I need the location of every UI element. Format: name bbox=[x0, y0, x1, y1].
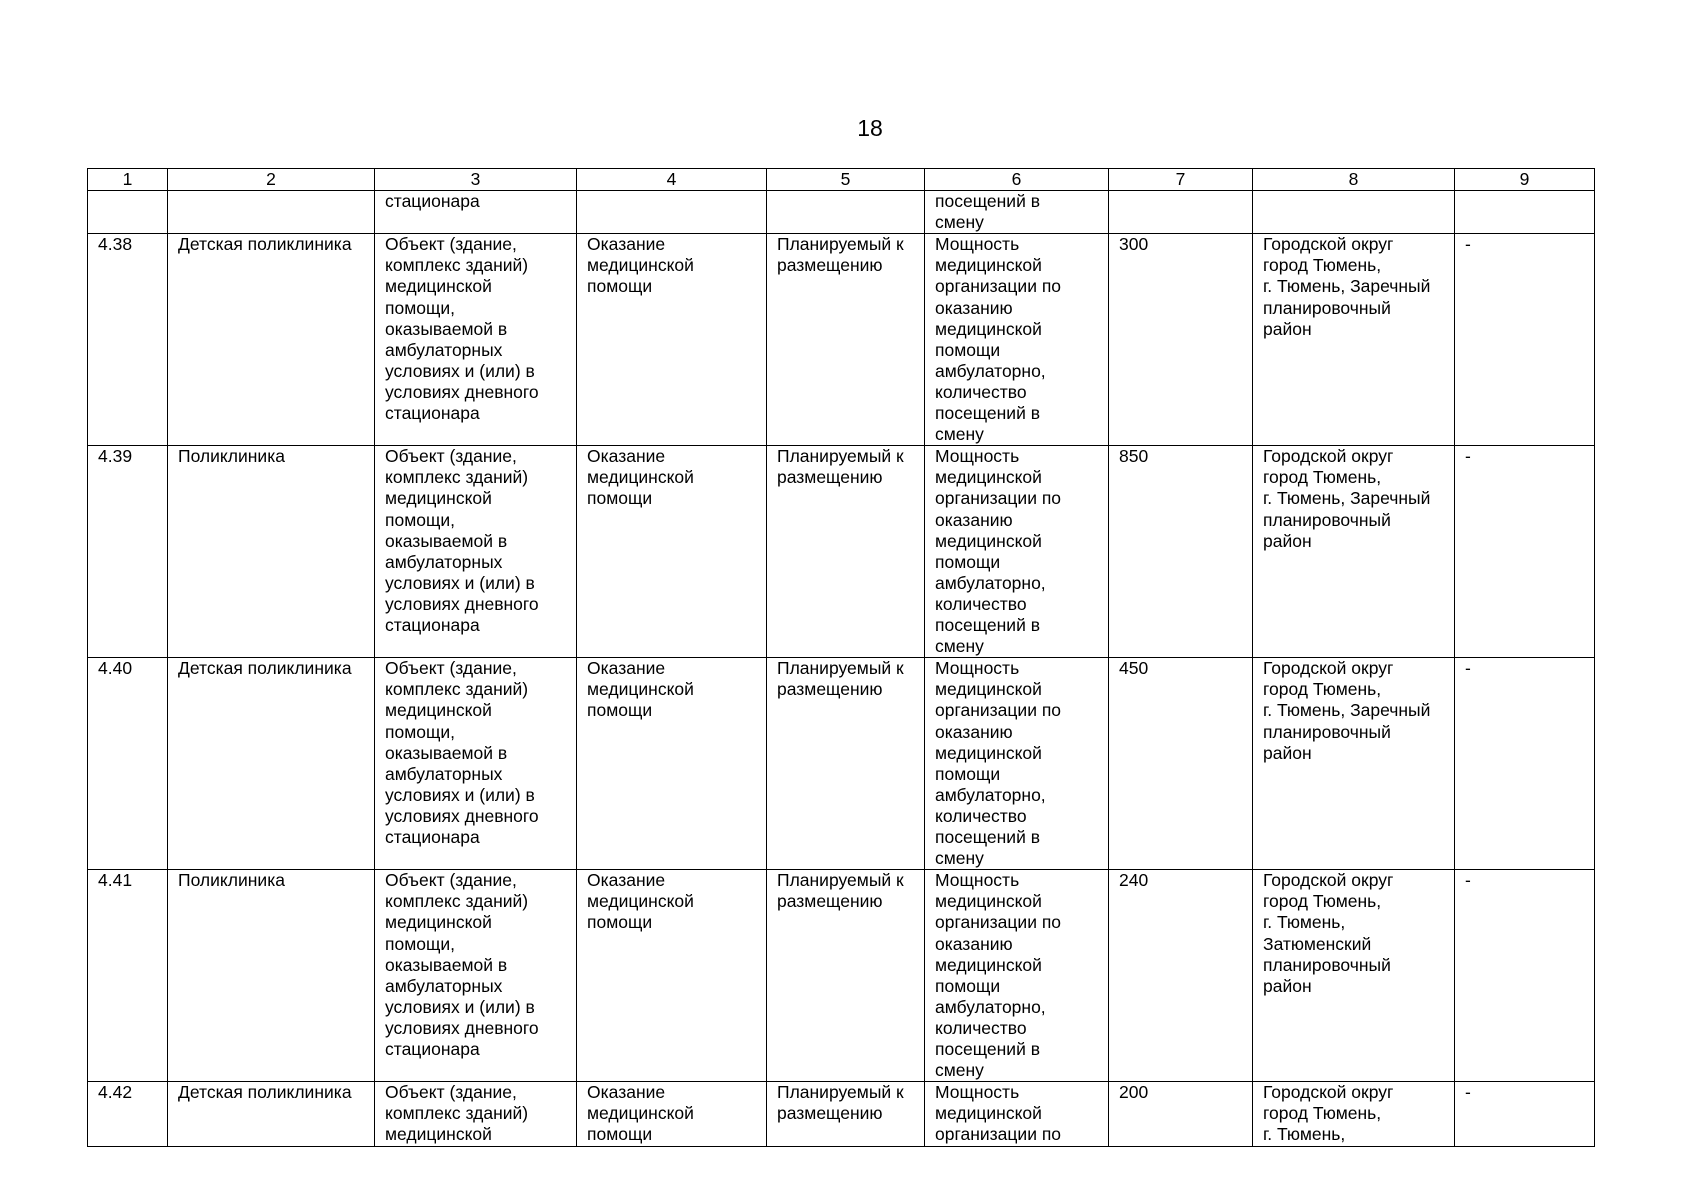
table-cell-num bbox=[88, 658, 168, 870]
table-row bbox=[88, 658, 1595, 870]
header-cell: 5 bbox=[767, 169, 925, 191]
header-cell: 2 bbox=[168, 169, 375, 191]
header-cell: 8 bbox=[1253, 169, 1455, 191]
table-cell-purpose bbox=[577, 234, 767, 446]
cell-text: Городской округ город Тюмень, г. Тюмень, Затюменский планировочный район bbox=[1263, 870, 1394, 996]
cell-text: Планируемый к размещению bbox=[777, 1082, 904, 1124]
table-cell-characteristic bbox=[925, 870, 1109, 1082]
cell-text: Планируемый к размещению bbox=[777, 870, 904, 912]
cell-text: Объект (здание, комплекс зданий) медицинской помощи, оказываемой в амбулаторных условиях и (или) в условиях дневного стационара bbox=[385, 446, 539, 636]
table-cell-status bbox=[767, 870, 925, 1082]
cell-text: Планируемый к размещению bbox=[777, 234, 904, 276]
table-cell-status bbox=[767, 1082, 925, 1146]
table-cell-num bbox=[88, 446, 168, 658]
cell-text: Детская поликлиника bbox=[178, 658, 352, 679]
table-cell-name bbox=[168, 1082, 375, 1146]
cell-text: Поликлиника bbox=[178, 446, 285, 467]
table-cell-status bbox=[767, 658, 925, 870]
cell-text: 4.38 bbox=[98, 234, 133, 255]
table-cell-zone bbox=[1455, 870, 1595, 1082]
table-cell-location bbox=[1253, 234, 1455, 446]
table-cell-num bbox=[88, 870, 168, 1082]
table-cell-object bbox=[375, 1082, 577, 1146]
table-cell bbox=[1455, 191, 1595, 234]
cell-text: Мощность медицинской организации по оказанию медицинской помощи амбулаторно, количество посещений в смену bbox=[935, 446, 1062, 657]
cell-text: Планируемый к размещению bbox=[777, 446, 904, 488]
header-cell: 1 bbox=[88, 169, 168, 191]
cell-text: Объект (здание, комплекс зданий) медицинской помощи, оказываемой в амбулаторных условиях и (или) в условиях дневного стационара bbox=[385, 658, 539, 848]
cell-text: посещений в смену bbox=[935, 191, 1040, 233]
cell-text: Объект (здание, комплекс зданий) медицинской bbox=[385, 1082, 529, 1145]
cell-text: 300 bbox=[1119, 234, 1149, 255]
cell-text: - bbox=[1465, 234, 1471, 255]
table-cell-location bbox=[1253, 446, 1455, 658]
header-cell: 4 bbox=[577, 169, 767, 191]
cell-text: Городской округ город Тюмень, г. Тюмень, bbox=[1263, 1082, 1394, 1145]
table-cell-zone bbox=[1455, 234, 1595, 446]
table-cell-characteristic bbox=[925, 1082, 1109, 1146]
cell-text: Поликлиника bbox=[178, 870, 285, 891]
table-cell-zone bbox=[1455, 658, 1595, 870]
table-cell-name bbox=[168, 870, 375, 1082]
table-cell-purpose bbox=[577, 658, 767, 870]
table-cell bbox=[168, 191, 375, 234]
table-cell-characteristic bbox=[925, 658, 1109, 870]
header-cell: 6 bbox=[925, 169, 1109, 191]
cell-text: 4.39 bbox=[98, 446, 133, 467]
cell-text: 4.40 bbox=[98, 658, 133, 679]
table-cell-status bbox=[767, 234, 925, 446]
cell-text: Оказание медицинской помощи bbox=[587, 1082, 694, 1145]
table-cell-name bbox=[168, 234, 375, 446]
cell-text: Объект (здание, комплекс зданий) медицинской помощи, оказываемой в амбулаторных условиях и (или) в условиях дневного стационара bbox=[385, 870, 539, 1060]
table-cell-characteristic bbox=[925, 234, 1109, 446]
table-cell-status bbox=[767, 446, 925, 658]
cell-text: Детская поликлиника bbox=[178, 234, 352, 255]
cell-text: Оказание медицинской помощи bbox=[587, 658, 694, 721]
table-cell-object bbox=[375, 446, 577, 658]
header-cell: 7 bbox=[1109, 169, 1253, 191]
cell-text: Городской округ город Тюмень, г. Тюмень, Заречный планировочный район bbox=[1263, 234, 1431, 339]
table-cell-num bbox=[88, 1082, 168, 1146]
table-cell-location bbox=[1253, 870, 1455, 1082]
cell-text: Оказание медицинской помощи bbox=[587, 446, 694, 509]
table-cell-location bbox=[1253, 1082, 1455, 1146]
cell-text: 240 bbox=[1119, 870, 1149, 891]
table-cell-object bbox=[375, 658, 577, 870]
table-cell-name bbox=[168, 446, 375, 658]
table-cell bbox=[577, 191, 767, 234]
cell-text: Мощность медицинской организации по оказанию медицинской помощи амбулаторно, количество посещений в смену bbox=[935, 234, 1062, 445]
cell-text: 850 bbox=[1119, 446, 1149, 467]
table-row bbox=[88, 446, 1595, 658]
cell-text: Оказание медицинской помощи bbox=[587, 234, 694, 297]
cell-text: Городской округ город Тюмень, г. Тюмень, Заречный планировочный район bbox=[1263, 446, 1431, 551]
cell-text: Объект (здание, комплекс зданий) медицинской помощи, оказываемой в амбулаторных условиях и (или) в условиях дневного стационара bbox=[385, 234, 539, 424]
cell-text: 200 bbox=[1119, 1082, 1149, 1103]
header-row bbox=[88, 169, 1595, 191]
table-cell bbox=[88, 191, 168, 234]
table-row bbox=[88, 870, 1595, 1082]
cell-text: Оказание медицинской помощи bbox=[587, 870, 694, 933]
table-cell bbox=[1253, 191, 1455, 234]
cell-text: Мощность медицинской организации по оказанию медицинской помощи амбулаторно, количество посещений в смену bbox=[935, 870, 1062, 1081]
table-cell-purpose bbox=[577, 1082, 767, 1146]
continuation-row bbox=[88, 191, 1595, 234]
cell-text: стационара bbox=[385, 191, 480, 212]
table-cell bbox=[1109, 191, 1253, 234]
table-cell-zone bbox=[1455, 1082, 1595, 1146]
cell-text: 4.41 bbox=[98, 870, 133, 891]
data-table bbox=[87, 168, 1595, 1147]
table-cell-value bbox=[1109, 234, 1253, 446]
cell-text: 450 bbox=[1119, 658, 1149, 679]
cell-text: - bbox=[1465, 870, 1471, 891]
table-cell-value bbox=[1109, 446, 1253, 658]
table-cell-name bbox=[168, 658, 375, 870]
table-row bbox=[88, 1082, 1595, 1146]
table-cell bbox=[375, 191, 577, 234]
cell-text: Мощность медицинской организации по оказанию медицинской помощи амбулаторно, количество посещений в смену bbox=[935, 658, 1062, 869]
cell-text: Детская поликлиника bbox=[178, 1082, 352, 1103]
table-cell-value bbox=[1109, 870, 1253, 1082]
cell-text: - bbox=[1465, 658, 1471, 679]
table-cell-purpose bbox=[577, 870, 767, 1082]
table-cell-num bbox=[88, 234, 168, 446]
table-cell-zone bbox=[1455, 446, 1595, 658]
table-cell bbox=[925, 191, 1109, 234]
cell-text: - bbox=[1465, 446, 1471, 467]
table-cell-value bbox=[1109, 1082, 1253, 1146]
cell-text: - bbox=[1465, 1082, 1471, 1103]
cell-text: Планируемый к размещению bbox=[777, 658, 904, 700]
header-cell: 3 bbox=[375, 169, 577, 191]
header-cell: 9 bbox=[1455, 169, 1595, 191]
table-cell-object bbox=[375, 234, 577, 446]
cell-text: Городской округ город Тюмень, г. Тюмень, Заречный планировочный район bbox=[1263, 658, 1431, 763]
table-cell-value bbox=[1109, 658, 1253, 870]
table-cell-purpose bbox=[577, 446, 767, 658]
table-cell bbox=[767, 191, 925, 234]
table-cell-location bbox=[1253, 658, 1455, 870]
table-cell-object bbox=[375, 870, 577, 1082]
cell-text: Мощность медицинской организации по bbox=[935, 1082, 1062, 1145]
page-number: 18 bbox=[857, 115, 883, 141]
table-row bbox=[88, 234, 1595, 446]
cell-text: 4.42 bbox=[98, 1082, 133, 1103]
table-cell-characteristic bbox=[925, 446, 1109, 658]
